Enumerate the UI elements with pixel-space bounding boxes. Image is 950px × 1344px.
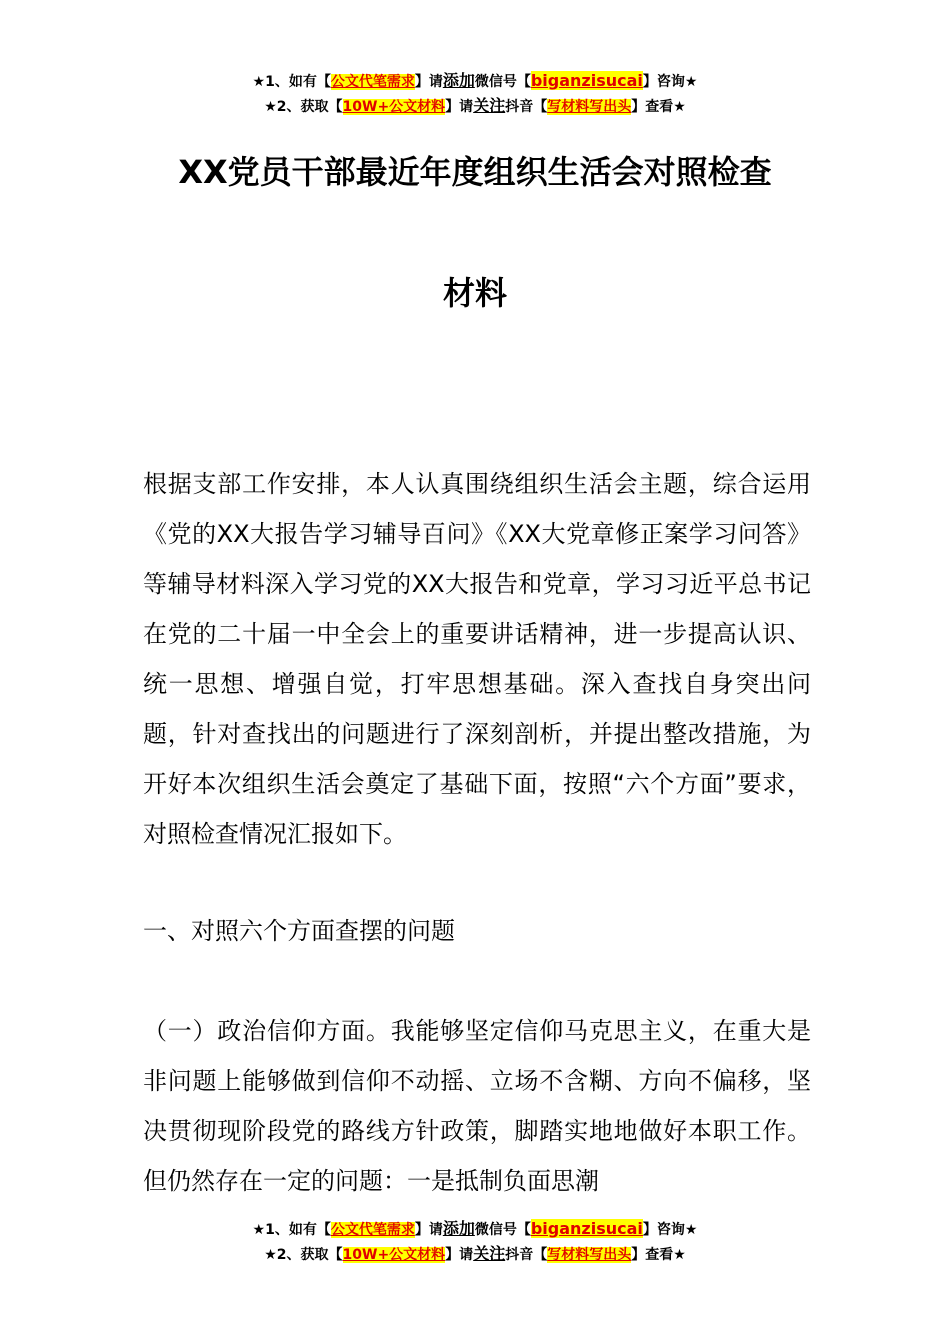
promo-text: ★1、如有【 xyxy=(252,1222,331,1238)
promo-underlined: 关注 xyxy=(473,1244,506,1263)
promo-text: ★2、获取【 xyxy=(264,1247,343,1263)
promo-text: 微信号【 xyxy=(474,1222,531,1238)
promo-text: 微信号【 xyxy=(474,74,531,90)
promo-text: ★2、获取【 xyxy=(264,99,343,115)
promo-text: 】请 xyxy=(445,99,474,115)
promo-text: 】请 xyxy=(414,74,443,90)
body-paragraph-political-belief: （一）政治信仰方面。我能够坚定信仰马克思主义，在重大是非问题上能够做到信仰不动摇、立场不含糊、方向不偏移，坚决贯彻现阶段党的路线方针政策，脚踏实地地做好本职工作。但仍然存在一定的问题：一是抵制负面思潮 xyxy=(143,1017,811,1195)
promo-highlight: 写材料写出头 xyxy=(547,99,632,115)
promo-highlight: 写材料写出头 xyxy=(547,1247,632,1263)
document-title-line-1: XX党员干部最近年度组织生活会对照检查 xyxy=(178,153,772,191)
promo-line-2 xyxy=(0,94,950,119)
promo-text: 】请 xyxy=(445,1247,474,1263)
promo-underlined: 添加 xyxy=(442,71,475,90)
promo-text: 抖音【 xyxy=(505,1247,548,1263)
promo-text: 】咨询★ xyxy=(642,1222,698,1238)
promo-underlined: 添加 xyxy=(442,1219,475,1238)
promo-line-2 xyxy=(0,1242,950,1267)
section-heading: 一、对照六个方面查摆的问题 xyxy=(143,917,455,945)
promo-highlight: biganzisucai xyxy=(530,71,643,90)
promo-highlight: 10W+公文材料 xyxy=(342,1247,446,1263)
promo-highlight: 公文代笔需求 xyxy=(330,1222,415,1238)
promo-text: 】查看★ xyxy=(631,99,686,115)
promo-text: 】咨询★ xyxy=(642,74,698,90)
footer-promo-banner xyxy=(0,1217,950,1267)
promo-underlined: 关注 xyxy=(473,96,506,115)
promo-text: 】请 xyxy=(414,1222,443,1238)
promo-highlight: biganzisucai xyxy=(530,1219,643,1238)
promo-text: 】查看★ xyxy=(631,1247,686,1263)
promo-highlight: 10W+公文材料 xyxy=(342,99,446,115)
header-promo-banner xyxy=(0,69,950,119)
body-paragraph-intro: 根据支部工作安排，本人认真围绕组织生活会主题，综合运用《党的XX大报告学习辅导百问》《XX大党章修正案学习问答》等辅导材料深入学习党的XX大报告和党章，学习习近平总书记在党的二十届一中全会上的重要讲话精神，进一步提高认识、统一思想、增强自觉，打牢思想基础。深入查找自身突出问题，针对查找出的问题进行了深刻剖析，并提出整改措施，为开好本次组织生活会奠定了基础下面，按照“六个方面”要求，对照检查情况汇报如下。 xyxy=(143,470,811,848)
document-title-line-2: 材料 xyxy=(442,274,507,312)
promo-line-1 xyxy=(0,1217,950,1242)
promo-highlight: 公文代笔需求 xyxy=(330,74,415,90)
promo-line-1 xyxy=(0,69,950,94)
promo-text: 抖音【 xyxy=(505,99,548,115)
promo-text: ★1、如有【 xyxy=(252,74,331,90)
